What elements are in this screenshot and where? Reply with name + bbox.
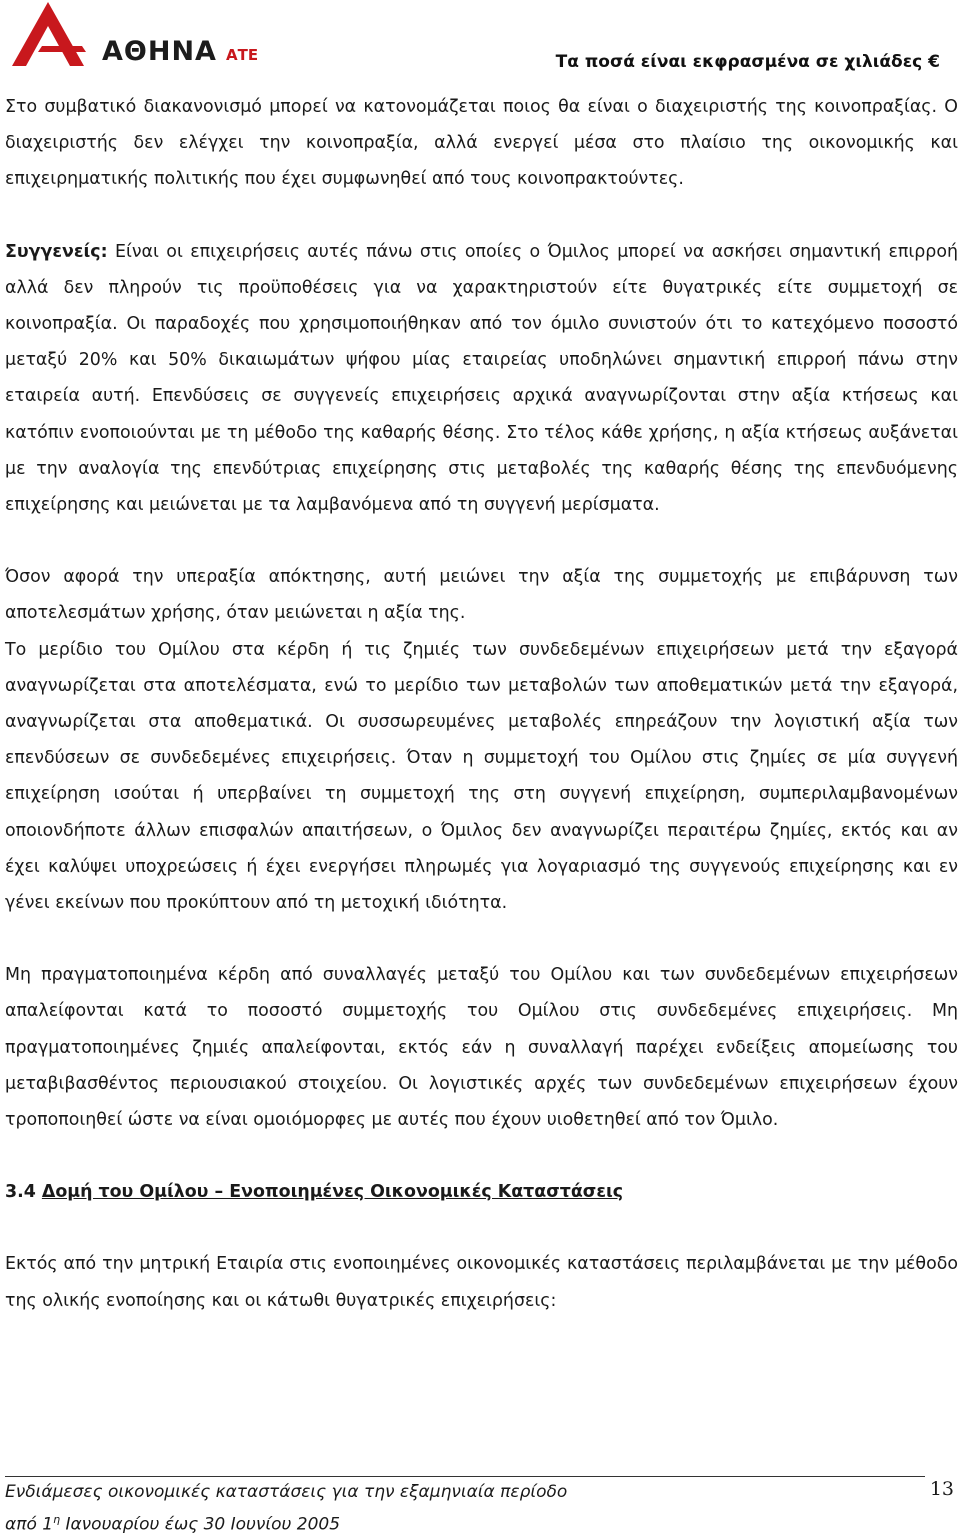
- footer-divider: [5, 1476, 925, 1477]
- section-title: Δομή του Ομίλου – Ενοποιημένες Οικονομικές Καταστάσεις: [41, 1182, 624, 1203]
- page-header: [0, 0, 960, 80]
- term-associates: Συγγενείς:: [5, 241, 108, 262]
- page-footer: [5, 1478, 567, 1539]
- paragraph-goodwill: Όσον αφορά την υπεραξία απόκτησης, αυτή μειώνει την αξία της συμμετοχής με επιβάρυνση των αποτελεσμάτων χρήσης, όταν μειώνεται η αξία της.: [5, 567, 958, 624]
- page-number: 13: [929, 1478, 954, 1500]
- currency-note: Τα ποσά είναι εκφρασμένα σε χιλιάδες €: [555, 52, 940, 72]
- footer-period: από $1^\eta$ Ιανουαρίου έως 30 Ιουνίου 2005: [5, 1513, 341, 1535]
- paragraph-associates: [5, 234, 958, 524]
- paragraph-unrealised-gains: Μη πραγματοποιημένα κέρδη από συναλλαγές μεταξύ του Ομίλου και των συνδεδεμένων επιχειρήσεων απαλείφονται κατά το ποσοστό συμμετοχής του Ομίλου στις συνδεδεμένες επιχειρήσεις. Μη πραγματοποιημένες ζημιές απαλείφονται, εκτός εάν η συναλλαγή παρέχει ενδείξεις απομείωσης του μεταβιβασθέντος περιουσιακού στοιχείου. Οι λογιστικές αρχές των συνδεδεμένων επιχειρήσεων έχουν τροποποιηθεί ώστε να είναι ομοιόμορφες με αυτές που έχουν υιοθετηθεί από τον Όμιλο.: [5, 965, 958, 1131]
- footer-title: Ενδιάμεσες οικονομικές καταστάσεις για την εξαμηνιαία περίοδο: [5, 1482, 568, 1502]
- section-number: 3.4: [5, 1182, 42, 1203]
- company-logo: [12, 2, 259, 68]
- logo-name: ΑΘΗΝΑ: [102, 36, 217, 67]
- document-body: [5, 89, 958, 1319]
- paragraph-joint-venture-manager: Στο συμβατικό διακανονισμό μπορεί να κατονομάζεται ποιος θα είναι ο διαχειριστής της κοινοπραξίας. Ο διαχειριστής δεν ελέγχει την κοινοπραξία, αλλά ενεργεί μέσα στο πλαίσιο της οικονομικής και επιχειρηματικής πολιτικής που έχει συμφωνηθεί από τους κοινοπρακτούντες.: [5, 97, 958, 190]
- logo-suffix: ΑΤΕ: [226, 46, 259, 64]
- associates-text: Είναι οι επιχειρήσεις αυτές πάνω στις οποίες ο Όμιλος μπορεί να ασκήσει σημαντική επιρροή αλλά δεν πληρούν τις προϋποθέσεις για να χαρακτηριστούν είτε θυγατρικές είτε συμμετοχή σε κοινοπραξία. Οι παραδοχές που χρησιμοποιήθηκαν από τον όμιλο συνιστούν ότι το κατεχόμενο ποσοστό μεταξύ 20% και 50% δικαιωμάτων ψήφου μίας εταιρείας υποδηλώνει σημαντική επιρροή πάνω στην εταιρεία αυτή. Επενδύσεις σε συγγενείς επιχειρήσεις αρχικά αναγνωρίζονται στην αξία κτήσεως και κατόπιν ενοποιούνται με τη μέθοδο της καθαρής θέσης. Στο τέλος κάθε χρήσης, η αξία κτήσεως αυξάνεται με την αναλογία της επενδύτριας επιχείρησης στις μεταβολές της καθαρής θέσης της επενδυόμενης επιχείρησης και μειώνεται με τα λαμβανόμενα από τη συγγενή μερίσματα.: [5, 241, 958, 516]
- section-heading: [5, 1174, 958, 1210]
- paragraph-consolidation: Εκτός από την μητρική Εταιρία στις ενοποιημένες οικονομικές καταστάσεις περιλαμβάνεται με την μέθοδο της ολικής ενοποίησης και οι κάτωθι θυγατρικές επιχειρήσεις:: [5, 1254, 958, 1311]
- paragraph-group-share: Το μερίδιο του Ομίλου στα κέρδη ή τις ζημιές των συνδεδεμένων επιχειρήσεων μετά την εξαγορά αναγνωρίζεται στα αποτελέσματα, ενώ το μερίδιο των μεταβολών των αποθεματικών μετά την εξαγορά, αναγνωρίζεται στα αποθεματικά. Οι συσσωρευμένες μεταβολές επηρεάζουν την λογιστική αξία των επενδύσεων σε συνδεδεμένες επιχειρήσεις. Όταν η συμμετοχή του Ομίλου στις ζημίες σε μία συγγενή επιχείρηση ισούται ή υπερβαίνει τη συμμετοχή της στη συγγενή επιχείρηση, συμπεριλαμβανομένων οποιονδήποτε άλλων επισφαλών απαιτήσεων, ο Όμιλος δεν αναγνωρίζει περαιτέρω ζημίες, εκτός και αν έχει καλύψει υποχρεώσεις ή έχει ενεργήσει πληρωμές για λογαριασμό της συγγενούς επιχείρησης και εν γένει εκείνων που προκύπτουν από τη μετοχική ιδιότητα.: [5, 639, 958, 914]
